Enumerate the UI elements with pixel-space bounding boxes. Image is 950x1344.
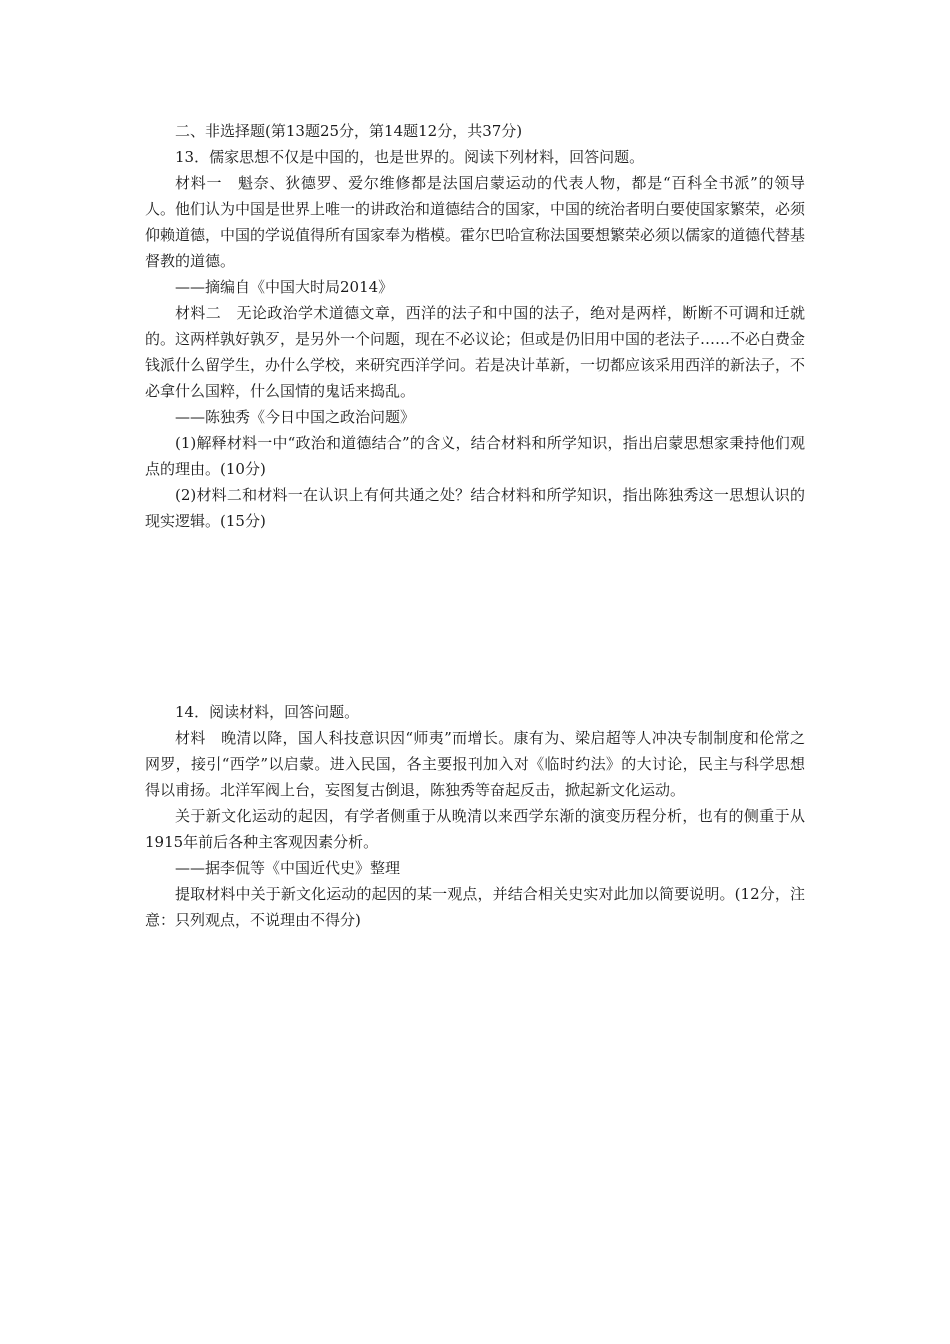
q13-source-2: ——陈独秀《今日中国之政治问题》: [175, 408, 416, 426]
q13-material-1: 材料一 魁奈、狄德罗、爱尔维修都是法国启蒙运动的代表人物，都是“百科全书派”的领导人。他们认为中国是世界上唯一的讲政治和道德结合的国家，中国的统治者明白要使国家繁荣，必须仰赖道德，中国的学说值得所有国家奉为楷模。霍尔巴哈宣称法国要想繁荣必须以儒家的道德代替基督教的道德。: [145, 174, 806, 270]
q14-task: 提取材料中关于新文化运动的起因的某一观点，并结合相关史实对此加以简要说明。(12分，注意：只列观点，不说理由不得分): [145, 885, 805, 929]
q14-paragraph-2: 关于新文化运动的起因，有学者侧重于从晚清以来西学东渐的演变历程分析，也有的侧重于从1915年前后各种主客观因素分析。: [145, 807, 805, 851]
q14-stem: 14．阅读材料，回答问题。: [175, 703, 360, 721]
q14-material: 材料 晚清以降，国人科技意识因“师夷”而增长。康有为、梁启超等人冲决专制制度和伦常之网罗，接引“西学”以启蒙。进入民国，各主要报刊加入对《临时约法》的大讨论，民主与科学思想得以甫扬。北洋军阀上台，妄图复古倒退，陈独秀等奋起反击，掀起新文化运动。: [145, 729, 805, 799]
q13-source-1: ——摘编自《中国大时局2014》: [175, 278, 394, 296]
q13-stem: 13．儒家思想不仅是中国的，也是世界的。阅读下列材料，回答问题。: [175, 148, 645, 166]
q14-source: ——据李侃等《中国近代史》整理: [175, 859, 401, 877]
section-title: 二、非选择题(第13题25分，第14题12分，共37分): [175, 122, 523, 140]
exam-page: [145, 118, 805, 933]
answer-space: [145, 534, 805, 699]
q13-material-2: 材料二 无论政治学术道德文章，西洋的法子和中国的法子，绝对是两样，断断不可调和迁就的。这两样孰好孰歹，是另外一个问题，现在不必议论；但或是仍旧用中国的老法子……不必白费金钱派什么留学生，办什么学校，来研究西洋学问。若是决计革新，一切都应该采用西洋的新法子，不必拿什么国粹，什么国情的鬼话来捣乱。: [145, 304, 806, 400]
q13-sub-question-2: (2)材料二和材料一在认识上有何共通之处？结合材料和所学知识，指出陈独秀这一思想认识的现实逻辑。(15分): [145, 486, 805, 530]
q13-sub-question-1: (1)解释材料一中“政治和道德结合”的含义，结合材料和所学知识，指出启蒙思想家秉持他们观点的理由。(10分): [145, 434, 805, 478]
